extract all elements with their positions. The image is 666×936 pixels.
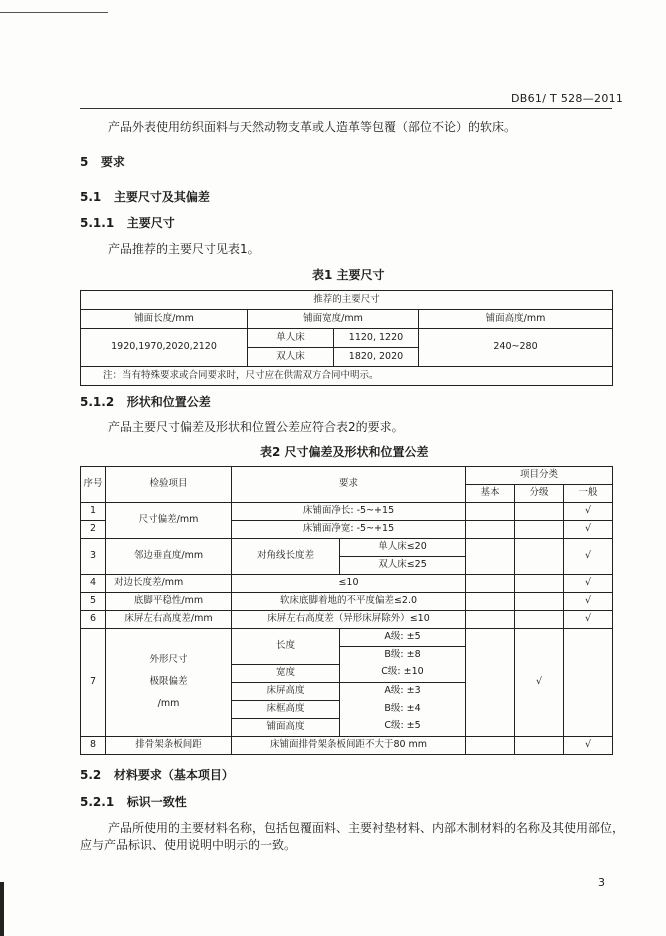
intro-paragraph: 产品外表使用纺织面料与天然动物支革或人造革等包覆（部位不论）的软床。 [108,120,517,134]
length-value: 1920,1970,2020,2120 [81,329,248,367]
col-height-header: 铺面高度/mm [419,310,613,329]
row-item-line: /mm [157,697,180,709]
basic-cell [466,539,515,575]
section-number: 5.2 [80,768,102,782]
row-requirement: ≤10 [232,575,466,593]
table-row [81,611,613,629]
grade-check: √ [515,629,564,737]
general-check: √ [564,593,613,611]
grade-a-value: A级: ±3 [340,682,466,700]
row-requirement: 床铺面排骨架条板间距不大于80 mm [232,736,466,754]
section-number: 5 [80,155,89,169]
general-check: √ [564,503,613,521]
row-seq: 4 [81,575,106,593]
table-row [81,629,613,647]
table2-caption: 表2 尺寸偏差及形状和位置公差 [260,445,429,459]
header-item: 检验项目 [106,467,232,503]
grade-cell [515,575,564,593]
header-requirement: 要求 [232,467,466,503]
header-basic: 基本 [466,485,515,503]
row-requirement: 床铺面净长: -5~+15 [232,503,466,521]
general-check: √ [564,611,613,629]
section-5-heading [80,153,125,170]
section-5-1-1-heading [80,214,175,231]
section-title: 标识一致性 [126,795,187,809]
grade-cell [515,539,564,575]
section-5-2-1-text-line2: 应与产品标识、使用说明中明示的一致。 [80,838,297,852]
row-requirement: 软床底脚着地的不平度偏差≤2.0 [232,593,466,611]
section-number: 5.2.1 [80,795,115,809]
grade-cell [515,503,564,521]
double-bed-label: 双人床 [248,348,334,367]
row-seq: 6 [81,611,106,629]
section-5-2-heading [80,766,234,783]
general-check: √ [564,539,613,575]
header-rule [80,108,612,109]
header-seq: 序号 [81,467,106,503]
basic-cell [466,611,515,629]
height-value: 240~280 [419,329,613,367]
section-title: 形状和位置公差 [126,395,211,409]
single-bed-width: 1120, 1220 [334,329,419,348]
single-bed-label: 单人床 [248,329,334,348]
table1-note: 注：当有特殊要求或合同要求时，尺寸应在供需双方合同中明示。 [81,367,613,386]
section-5-1-1-text: 产品推荐的主要尺寸见表1。 [108,242,260,256]
general-check: √ [564,575,613,593]
section-5-1-2-text: 产品主要尺寸偏差及形状和位置公差应符合表2的要求。 [108,420,404,434]
row-item: 邻边垂直度/mm [106,539,232,575]
general-cell [564,629,613,737]
double-bed-requirement: 双人床≤25 [340,557,466,575]
grade-b-value: B级: ±8 [340,647,466,665]
row-item-line: 外形尺寸 [149,653,188,665]
header-category: 项目分类 [466,467,613,485]
table1-top-header: 推荐的主要尺寸 [81,291,613,310]
section-number: 5.1.2 [80,395,115,409]
grade-b-value: B级: ±4 [340,700,466,718]
tolerance-table [80,466,613,755]
width-label: 宽度 [232,664,340,682]
double-bed-width: 1820, 2020 [334,348,419,367]
row-requirement: 床屏左右高度差（异形床屏除外）≤10 [232,611,466,629]
grade-c-value: C级: ±5 [340,718,466,736]
basic-cell [466,593,515,611]
section-number: 5.1 [80,190,102,204]
general-check: √ [564,521,613,539]
col-length-header: 铺面长度/mm [81,310,248,329]
row-seq: 2 [81,521,106,539]
scan-top-line [0,12,108,13]
grade-cell [515,521,564,539]
row-seq: 8 [81,736,106,754]
section-title: 要求 [100,155,125,169]
surface-height-label: 铺面高度 [232,718,340,736]
section-title: 材料要求（基本项目） [113,768,234,782]
grade-cell [515,611,564,629]
standard-code: DB61/ T 528—2011 [511,92,624,105]
header-general: 一般 [564,485,613,503]
row-item: 床屏左右高度差/mm [106,611,232,629]
table1-caption: 表1 主要尺寸 [312,268,385,282]
row-item: 对边长度差/mm [106,575,232,593]
header-grade: 分级 [515,485,564,503]
section-title: 主要尺寸及其偏差 [113,190,210,204]
section-5-1-2-heading [80,393,211,410]
page-number: 3 [598,876,605,889]
general-check: √ [564,736,613,754]
length-label: 长度 [232,629,340,665]
col-width-header: 铺面宽度/mm [248,310,419,329]
grade-a-value: A级: ±5 [340,629,466,647]
row-item: 排骨架条板间距 [106,736,232,754]
row-item [106,629,232,737]
grade-c-value: C级: ±10 [340,664,466,682]
row-item: 底脚平稳性/mm [106,593,232,611]
frame-height-label: 床框高度 [232,700,340,718]
section-5-1-heading [80,188,210,205]
section-5-2-1-heading [80,793,187,810]
table-row [81,593,613,611]
table-row [81,575,613,593]
basic-cell [466,521,515,539]
basic-cell [466,736,515,754]
basic-cell [466,503,515,521]
section-number: 5.1.1 [80,216,115,230]
row-item: 尺寸偏差/mm [106,503,232,539]
row-requirement: 床铺面净宽: -5~+15 [232,521,466,539]
row-seq: 7 [81,629,106,737]
single-bed-requirement: 单人床≤20 [340,539,466,557]
table-row [81,539,613,557]
section-5-2-1-text-line1: 产品所使用的主要材料名称，包括包覆面料、主要衬垫材料、内部木制材料的名称及其使用部位， [108,821,625,835]
row-sub-item: 对角线长度差 [232,539,340,575]
row-item-line: 极限偏差 [149,675,188,687]
row-seq: 3 [81,539,106,575]
table-row [81,503,613,521]
row-seq: 1 [81,503,106,521]
grade-cell [515,593,564,611]
basic-cell [466,629,515,737]
section-title: 主要尺寸 [126,216,175,230]
row-seq: 5 [81,593,106,611]
basic-cell [466,575,515,593]
headboard-height-label: 床屏高度 [232,682,340,700]
main-dimensions-table [80,290,613,386]
table-row [81,736,613,754]
scan-binding-mark [0,882,4,936]
grade-cell [515,736,564,754]
